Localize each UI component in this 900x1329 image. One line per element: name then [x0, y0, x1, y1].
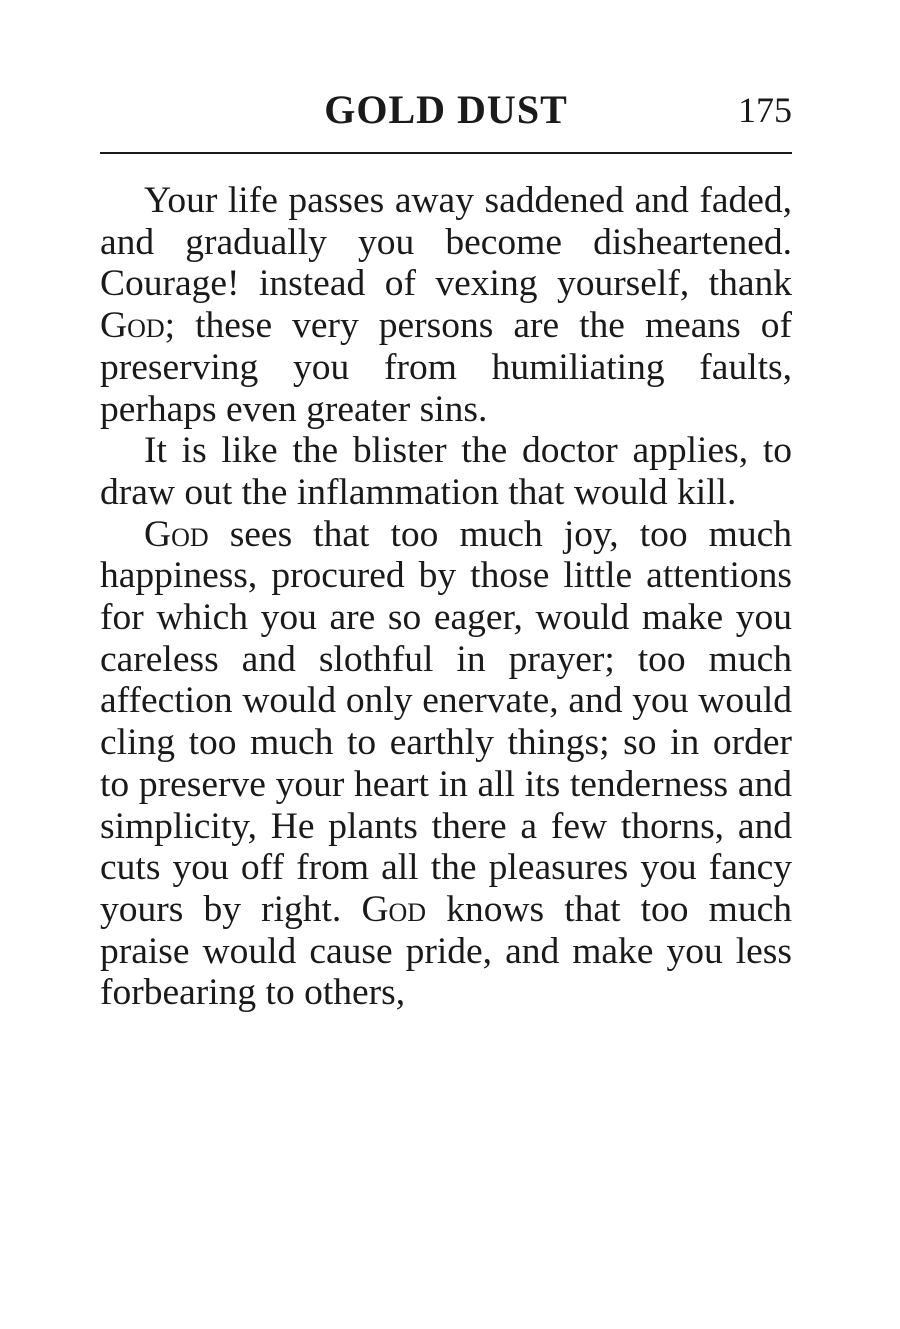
- body-text: [100, 180, 792, 1014]
- running-head: [100, 86, 792, 134]
- paragraph-3-text-a: sees that too much joy, too much happiness, procured by those little attentions for which you are so eager, would make you careless and slothful in prayer; too much affection would only enervate, and you would cling too much to earthly things; so in order to preserve your heart in all its tenderness and simplicity, He plants there a few thorns, and cuts you off from all the pleasures you fancy yours by right.: [100, 513, 792, 930]
- paragraph-3: [100, 514, 792, 1014]
- paragraph-3-smallcaps-god-b: God: [361, 888, 427, 930]
- paragraph-1-text-b: ; these very persons are the means of preserving you from humiliating faults, perhaps even greater sins.: [100, 305, 792, 430]
- page-number: 175: [738, 90, 792, 130]
- paragraph-2: [100, 430, 792, 513]
- paragraph-2-text: It is like the blister the doctor applies, to draw out the inflammation that would kill.: [100, 430, 792, 513]
- paragraph-1-text-a: Your life passes away saddened and faded, and gradually you become disheartened. Courage! instead of vexing yourself, thank: [100, 180, 792, 305]
- paragraph-3-text-b: knows that too much praise would cause pride, and make you less forbearing to others,: [100, 888, 792, 1014]
- running-title: GOLD DUST: [324, 87, 568, 132]
- header-rule: [100, 152, 792, 154]
- paragraph-3-smallcaps-god-a: God: [144, 513, 209, 555]
- paragraph-1-smallcaps-god: God: [100, 305, 165, 347]
- paragraph-1: [100, 180, 792, 430]
